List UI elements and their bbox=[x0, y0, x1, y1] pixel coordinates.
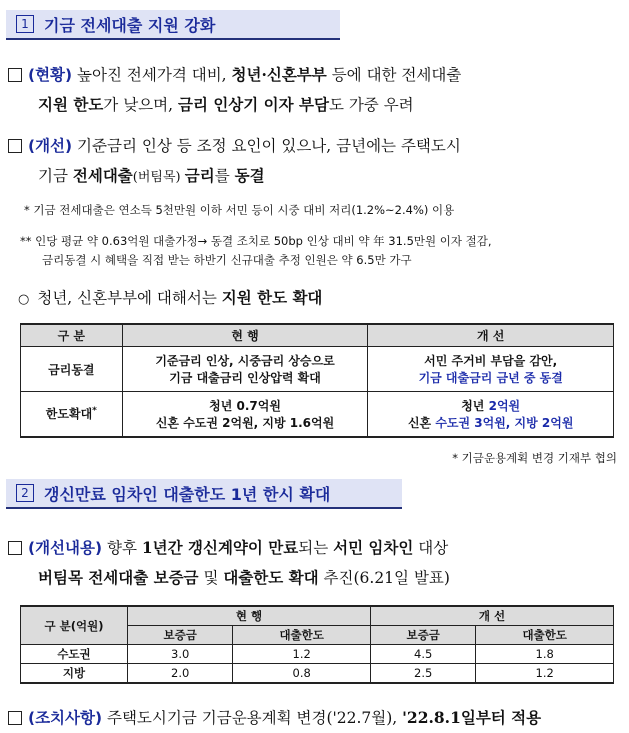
improvement-content-paragraph: (개선내용) 향후 1년간 갱신계약이 만료되는 서민 임차인 대상 버팀목 전세대출 보증금 및 대출한도 확대 추진(6.21일 발표) bbox=[8, 533, 620, 593]
table-row: 수도권 3.0 1.2 4.5 1.8 bbox=[21, 645, 614, 664]
checkbox-icon bbox=[8, 541, 22, 555]
loan-limit-table bbox=[20, 605, 614, 684]
section-2-header bbox=[6, 479, 402, 509]
improvement-content-tag: (개선내용) bbox=[28, 539, 103, 557]
footnote-savings: ** 인당 평균 약 0.63억원 대출가정→ 동결 조치로 50bp 인상 대비 약 年 31.5만원 이자 절감, 금리동결 시 혜택을 직접 받는 하반기 신규대출 추정 인원은 약 6.5만 가구 bbox=[20, 234, 492, 267]
col-limit: 대출한도 bbox=[233, 626, 371, 645]
col-deposit: 보증금 bbox=[370, 626, 475, 645]
section-number: 1 bbox=[16, 15, 34, 33]
section-1-header bbox=[6, 10, 340, 40]
current-cell: 청년 0.7억원 신혼 수도권 2억원, 지방 1.6억원 bbox=[122, 392, 368, 437]
policy-table bbox=[20, 323, 614, 438]
col-limit: 대출한도 bbox=[476, 626, 614, 645]
row-label: 수도권 bbox=[21, 645, 128, 664]
col-improved: 개 선 bbox=[370, 606, 613, 626]
col-current: 현 행 bbox=[122, 324, 368, 347]
col-category: 구 분 bbox=[21, 324, 123, 347]
status-paragraph: (현황) 높아진 전세가격 대비, 청년·신혼부부 등에 대한 전세대출 지원 한도가 낮으며, 금리 인상기 이자 부담도 가중 우려 bbox=[8, 60, 620, 120]
circle-bullet-icon: ○ bbox=[18, 292, 30, 307]
current-cell: 기준금리 인상, 시중금리 상승으로 기금 대출금리 인상압력 확대 bbox=[122, 347, 368, 392]
improvement-paragraph: (개선) 기준금리 인상 등 조정 요인이 있으나, 금년에는 주택도시 기금 전세대출(버팀목) 금리를 동결 bbox=[8, 131, 620, 193]
improved-cell: 서민 주거비 부담을 감안, 기금 대출금리 금년 중 동결 bbox=[368, 347, 614, 392]
col-improved: 개 선 bbox=[368, 324, 614, 347]
table-row: 지방 2.0 0.8 2.5 1.2 bbox=[21, 664, 614, 684]
action-paragraph: (조치사항) 주택도시기금 기금운용계획 변경('22.7월), '22.8.1일부터 적용 bbox=[8, 703, 620, 733]
table-row bbox=[21, 392, 614, 437]
improved-cell: 청년 2억원 신혼 수도권 3억원, 지방 2억원 bbox=[368, 392, 614, 437]
table-header-row bbox=[21, 324, 614, 347]
section-title: 기금 전세대출 지원 강화 bbox=[44, 15, 216, 35]
table-row bbox=[21, 347, 614, 392]
col-category: 구 분(억원) bbox=[21, 606, 128, 645]
checkbox-icon bbox=[8, 711, 22, 725]
footnote-rate: * 기금 전세대출은 연소득 5천만원 이하 서민 등이 시중 대비 저리(1.2%~2.4%) 이용 bbox=[24, 203, 455, 217]
limit-bullet: ○ 청년, 신혼부부에 대해서는 지원 한도 확대 bbox=[18, 288, 323, 307]
improvement-tag: (개선) bbox=[28, 137, 73, 155]
section-number: 2 bbox=[16, 484, 34, 502]
col-deposit: 보증금 bbox=[128, 626, 233, 645]
col-current: 현 행 bbox=[128, 606, 371, 626]
section-title: 갱신만료 임차인 대출한도 1년 한시 확대 bbox=[44, 484, 331, 504]
row-label: 한도확대* bbox=[21, 392, 123, 437]
checkbox-icon bbox=[8, 68, 22, 82]
status-tag: (현황) bbox=[28, 66, 73, 84]
row-label: 금리동결 bbox=[21, 347, 123, 392]
row-label: 지방 bbox=[21, 664, 128, 684]
action-tag: (조치사항) bbox=[28, 709, 103, 727]
table-footnote: * 기금운용계획 변경 기재부 협의 bbox=[452, 451, 617, 465]
checkbox-icon bbox=[8, 139, 22, 153]
table-header-row bbox=[21, 606, 614, 626]
